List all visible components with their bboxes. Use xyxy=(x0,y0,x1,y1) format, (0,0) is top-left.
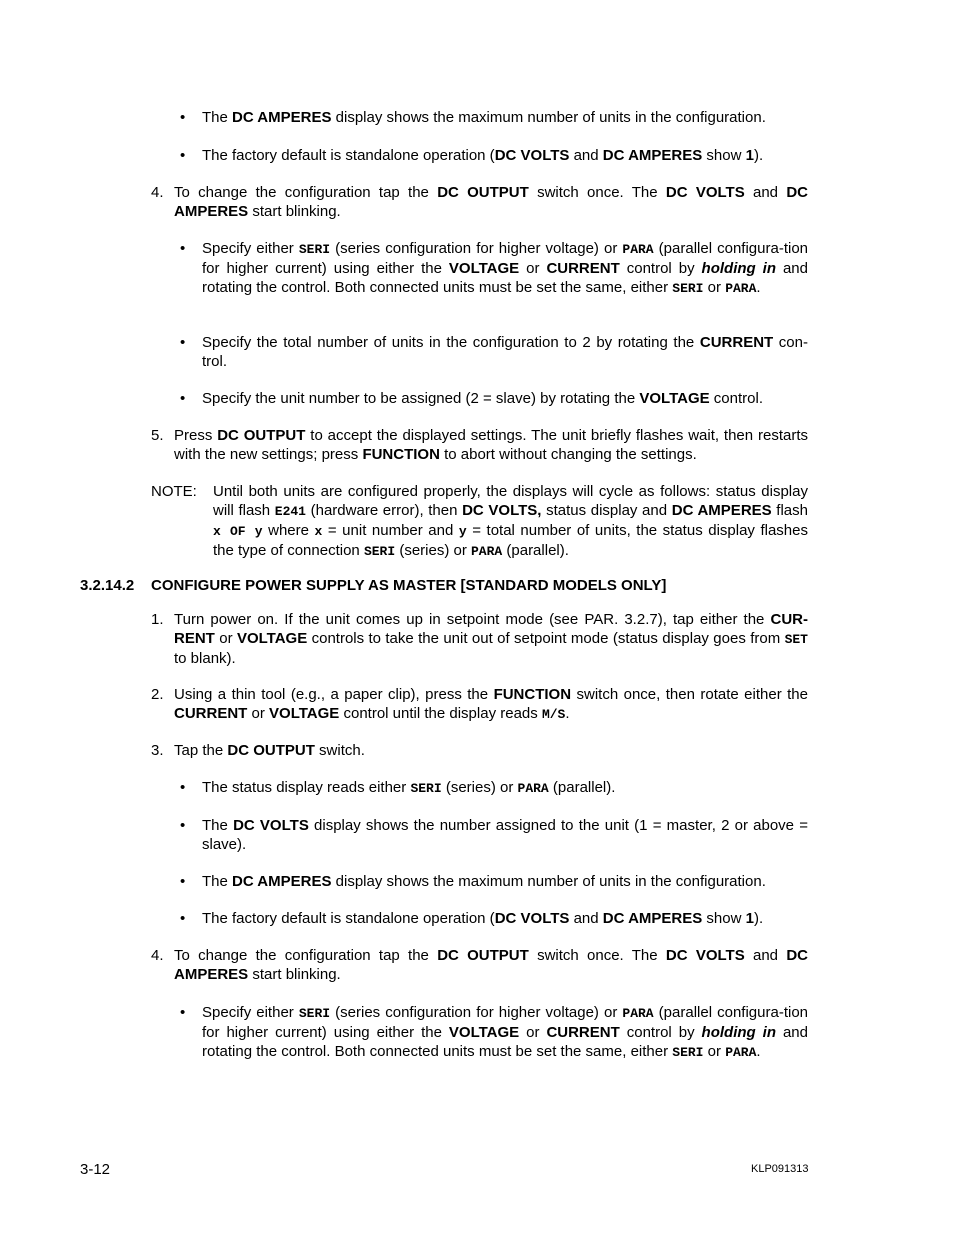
text-run: Specify the total number of units in the configuration to 2 by rotating the xyxy=(202,334,700,351)
text-run: = total number of units, the status display flashes the type of connection xyxy=(213,522,808,559)
display-code: y xyxy=(458,524,467,539)
text-run: display shows the maximum number of units in the configuration. xyxy=(331,873,766,890)
text-run: Turn power on. If the unit comes up in setpoint mode (see PAR. 3.2.7), tap either the xyxy=(174,611,771,628)
numbered-step xyxy=(174,685,808,724)
text-run: The xyxy=(202,817,234,834)
text-run: to accept the displayed settings. The unit briefly flashes wait, then restarts with the new settings; press xyxy=(174,427,808,463)
text-run: . xyxy=(565,705,570,722)
numbered-step xyxy=(174,610,808,668)
text-run: and rotating the control. Both connected units must be set the same, either xyxy=(202,260,808,296)
bold-term: CUR-RENT xyxy=(174,611,808,647)
text-run: show xyxy=(702,910,746,927)
note-label: NOTE: xyxy=(151,483,197,500)
text-run: (parallel). xyxy=(548,779,616,796)
display-code: PARA xyxy=(622,1006,654,1021)
text-run: control by xyxy=(619,1024,702,1041)
display-code: SET xyxy=(784,632,808,647)
display-code: SERI xyxy=(672,281,704,296)
text-run: Until both units are configured properly, the displays will cycle as follows: status display will flash xyxy=(213,483,808,519)
bold-term: CURRENT xyxy=(546,260,620,277)
bold-term: DC VOLTS xyxy=(494,147,570,164)
display-code: x OF y xyxy=(213,524,263,539)
text-run: start blinking. xyxy=(248,203,341,220)
text-run: The factory default is standalone operation ( xyxy=(202,147,495,164)
bullet-item xyxy=(202,1003,808,1062)
bold-term: FUNCTION xyxy=(493,686,572,703)
display-code: PARA xyxy=(622,242,654,257)
display-code: x xyxy=(314,524,323,539)
text-run: switch once. The xyxy=(528,184,666,201)
bullet-item xyxy=(202,146,808,165)
bold-term: CURRENT xyxy=(546,1024,620,1041)
display-code: E241 xyxy=(274,504,306,519)
text-run: (series) or xyxy=(395,542,471,559)
bold-term: CURRENT xyxy=(174,705,248,722)
bold-term: DC VOLTS xyxy=(233,817,309,834)
bullet-marker: • xyxy=(180,390,186,407)
display-code: PARA xyxy=(471,544,503,559)
bullet-item xyxy=(202,816,808,854)
bold-term: FUNCTION xyxy=(362,446,440,463)
text-run: or xyxy=(703,279,726,296)
text-run: con-trol. xyxy=(202,334,808,370)
section-heading: CONFIGURE POWER SUPPLY AS MASTER [STANDARD MODELS ONLY] xyxy=(151,577,667,594)
display-code: SERI xyxy=(298,1006,331,1021)
bold-term: DC VOLTS xyxy=(665,184,745,201)
bold-term: 1 xyxy=(745,910,754,927)
display-code: SERI xyxy=(363,544,396,559)
display-code: M/S xyxy=(541,707,566,722)
bold-term: DC AMPERES xyxy=(232,109,332,126)
bold-term: DC OUTPUT xyxy=(437,184,529,201)
note-text xyxy=(213,482,808,561)
bullet-item xyxy=(202,909,808,928)
text-run: switch. xyxy=(314,742,365,759)
display-code: PARA xyxy=(725,281,757,296)
text-run: (parallel configura-tion for higher current) using either the xyxy=(202,1004,808,1041)
numbered-step xyxy=(174,946,808,984)
bullet-marker: • xyxy=(180,1004,186,1021)
text-run: The xyxy=(202,873,233,890)
bold-term: VOLTAGE xyxy=(448,260,520,277)
bold-term: DC OUTPUT xyxy=(227,742,315,759)
step-number: 2. xyxy=(151,686,164,703)
display-code: PARA xyxy=(725,1045,757,1060)
text-run: Specify either xyxy=(202,240,299,257)
text-run: control until the display reads xyxy=(339,705,542,722)
bold-term: VOLTAGE xyxy=(639,390,710,407)
text-run: flash xyxy=(771,502,808,519)
text-run: Specify either xyxy=(202,1004,299,1021)
bullet-marker: • xyxy=(180,779,186,796)
bullet-item xyxy=(202,872,808,891)
text-run: To change the configuration tap the xyxy=(174,947,438,964)
text-run: . xyxy=(756,279,761,296)
emphasis-term: holding in xyxy=(701,1024,776,1041)
text-run: ). xyxy=(753,910,764,927)
text-run: The factory default is standalone operation ( xyxy=(202,910,495,927)
text-run: control by xyxy=(619,260,702,277)
text-run: to blank). xyxy=(174,650,236,667)
text-run: or xyxy=(519,1024,547,1041)
text-run: = unit number and xyxy=(322,522,459,539)
display-code: SERI xyxy=(672,1045,704,1060)
bullet-item xyxy=(202,389,808,408)
page-number: 3-12 xyxy=(80,1161,111,1178)
emphasis-term: holding in xyxy=(701,260,776,277)
bold-term: 1 xyxy=(745,147,754,164)
text-run: or xyxy=(247,705,270,722)
document-code: KLP091313 xyxy=(751,1163,809,1175)
text-run: ). xyxy=(753,147,764,164)
text-run: To change the configuration tap the xyxy=(174,184,438,201)
bold-term: DC OUTPUT xyxy=(437,947,529,964)
bold-term: DC VOLTS, xyxy=(462,502,542,519)
text-run: (series configuration for higher voltage) or xyxy=(330,1004,623,1021)
text-run: (parallel). xyxy=(502,542,569,559)
bullet-item xyxy=(202,778,808,798)
bullet-marker: • xyxy=(180,910,186,927)
text-run: or xyxy=(214,630,237,647)
text-run: Specify the unit number to be assigned (2 = slave) by rotating the xyxy=(202,390,640,407)
bold-term: DC AMPERES xyxy=(671,502,772,519)
text-run: (series configuration for higher voltage) or xyxy=(330,240,623,257)
text-run: The xyxy=(202,109,233,126)
text-run: Press xyxy=(174,427,218,444)
text-run: and xyxy=(569,910,603,927)
bullet-item xyxy=(202,333,808,371)
step-number: 5. xyxy=(151,427,164,444)
text-run: . xyxy=(756,1043,761,1060)
text-run: switch once, then rotate either the xyxy=(571,686,808,703)
text-run: or xyxy=(703,1043,726,1060)
step-number: 4. xyxy=(151,184,164,201)
text-run: display shows the number assigned to the unit (1 = master, 2 or above = slave). xyxy=(202,817,808,853)
display-code: SERI xyxy=(410,781,442,796)
bold-term: DC OUTPUT xyxy=(217,427,306,444)
numbered-step xyxy=(174,183,808,221)
bold-term: DC AMPERES xyxy=(174,184,808,220)
bold-term: VOLTAGE xyxy=(448,1024,520,1041)
bullet-marker: • xyxy=(180,817,186,834)
bold-term: VOLTAGE xyxy=(269,705,340,722)
bullet-item xyxy=(202,239,808,298)
bold-term: DC AMPERES xyxy=(602,910,703,927)
text-run: and rotating the control. Both connected units must be set the same, either xyxy=(202,1024,808,1060)
bold-term: DC AMPERES xyxy=(174,947,808,983)
text-run: Tap the xyxy=(174,742,228,759)
bullet-marker: • xyxy=(180,240,186,257)
text-run: controls to take the unit out of setpoint mode (status display goes from xyxy=(307,630,785,647)
text-run: and xyxy=(744,184,787,201)
step-number: 4. xyxy=(151,947,164,964)
text-run: (parallel configura-tion for higher current) using either the xyxy=(202,240,808,277)
text-run: start blinking. xyxy=(248,966,341,983)
text-run: to abort without changing the settings. xyxy=(439,446,697,463)
text-run: switch once. The xyxy=(528,947,666,964)
bold-term: DC VOLTS xyxy=(665,947,745,964)
text-run: (series) or xyxy=(441,779,518,796)
step-number: 3. xyxy=(151,742,164,759)
text-run: and xyxy=(744,947,787,964)
numbered-step xyxy=(174,741,808,760)
section-number: 3.2.14.2 xyxy=(80,577,135,594)
text-run: (hardware error), then xyxy=(306,502,463,519)
bullet-marker: • xyxy=(180,109,186,126)
display-code: SERI xyxy=(298,242,331,257)
text-run: or xyxy=(519,260,547,277)
text-run: Using a thin tool (e.g., a paper clip), press the xyxy=(174,686,494,703)
text-run: show xyxy=(702,147,746,164)
text-run: status display and xyxy=(541,502,672,519)
bullet-item xyxy=(202,108,808,127)
bold-term: DC VOLTS xyxy=(494,910,570,927)
text-run: The status display reads either xyxy=(202,779,411,796)
numbered-step xyxy=(174,426,808,464)
bold-term: DC AMPERES xyxy=(232,873,332,890)
bold-term: DC AMPERES xyxy=(602,147,703,164)
text-run: control. xyxy=(709,390,763,407)
bold-term: VOLTAGE xyxy=(236,630,308,647)
text-run: and xyxy=(569,147,603,164)
bullet-marker: • xyxy=(180,147,186,164)
text-run: display shows the maximum number of units in the configuration. xyxy=(331,109,766,126)
step-number: 1. xyxy=(151,611,164,628)
bold-term: CURRENT xyxy=(699,334,774,351)
bullet-marker: • xyxy=(180,873,186,890)
text-run: where xyxy=(262,522,315,539)
bullet-marker: • xyxy=(180,334,186,351)
display-code: PARA xyxy=(517,781,549,796)
